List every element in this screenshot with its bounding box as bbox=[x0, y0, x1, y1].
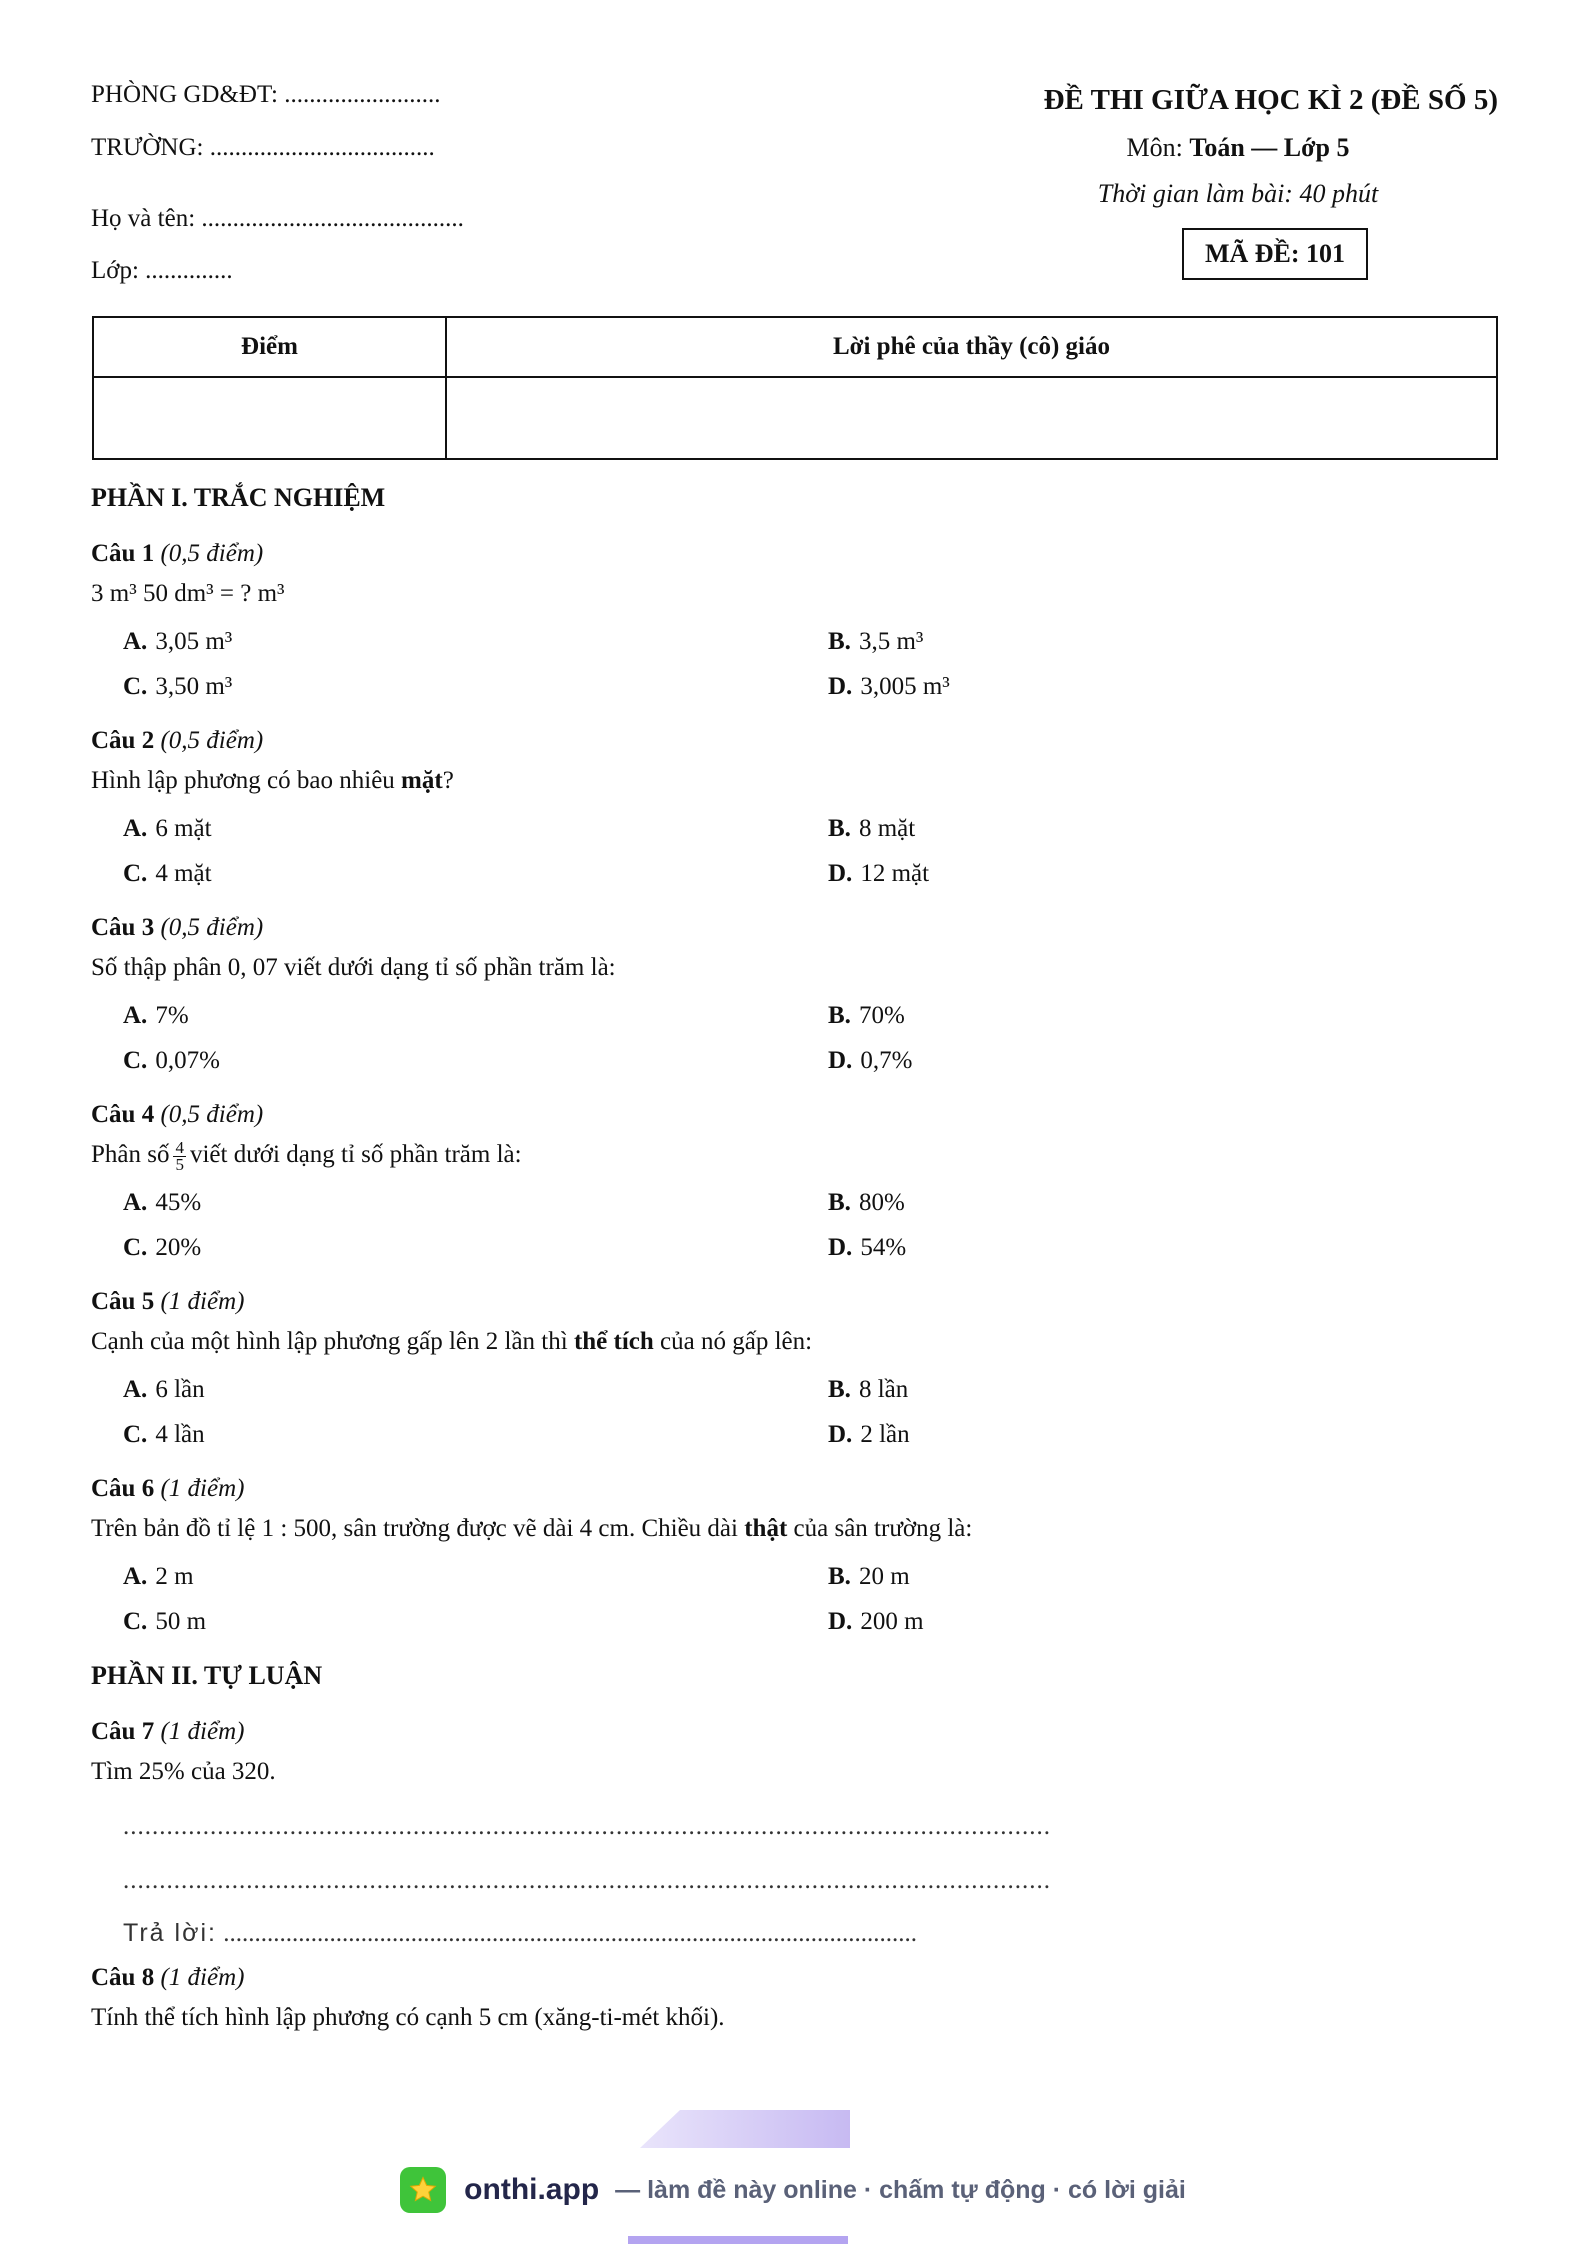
question-points: (0,5 điểm) bbox=[160, 1101, 264, 1128]
option-text: 50 m bbox=[155, 1608, 207, 1635]
option-key: B. bbox=[828, 1189, 851, 1216]
question-head bbox=[91, 1469, 1501, 1509]
question-text bbox=[91, 1135, 1501, 1183]
option-text: 80% bbox=[858, 1189, 905, 1216]
option-a[interactable] bbox=[123, 622, 828, 667]
score-cell[interactable] bbox=[93, 377, 446, 459]
subject-line bbox=[898, 133, 1498, 163]
text-bold: thể tích bbox=[573, 1328, 654, 1355]
question-label: Câu 4 bbox=[91, 1101, 155, 1128]
question-1 bbox=[91, 534, 1501, 712]
option-text: 4 lần bbox=[155, 1421, 205, 1448]
question-points: (1 điểm) bbox=[160, 1964, 245, 1991]
option-b[interactable] bbox=[828, 996, 1533, 1041]
option-key: A. bbox=[123, 628, 148, 655]
question-text: Số thập phân 0, 07 viết dưới dạng tỉ số phần trăm là: bbox=[91, 954, 616, 981]
fraction-numerator: 4 bbox=[175, 1137, 184, 1157]
options bbox=[91, 1183, 1501, 1273]
comment-header: Lời phê của thầy (cô) giáo bbox=[446, 317, 1497, 377]
option-key: C. bbox=[123, 860, 148, 887]
text-part: ? bbox=[442, 767, 454, 794]
question-text bbox=[91, 761, 1501, 809]
answer-label: Trả lời: bbox=[123, 1919, 217, 1947]
question-text bbox=[91, 1322, 1501, 1370]
subject-prefix: Môn: bbox=[1126, 133, 1190, 162]
exam-content bbox=[91, 478, 1501, 2046]
option-c[interactable] bbox=[123, 1041, 828, 1086]
score-table bbox=[92, 316, 1498, 460]
time-limit: Thời gian làm bài: 40 phút bbox=[1097, 179, 1379, 208]
subject: Toán — Lớp 5 bbox=[1189, 133, 1350, 162]
option-text: 54% bbox=[860, 1234, 907, 1261]
question-head bbox=[91, 1095, 1501, 1135]
question-5 bbox=[91, 1282, 1501, 1460]
option-text: 2 lần bbox=[860, 1421, 910, 1448]
option-key: D. bbox=[828, 1047, 853, 1074]
footer-banner[interactable] bbox=[0, 2164, 1586, 2216]
option-b[interactable] bbox=[828, 622, 1533, 667]
option-d[interactable] bbox=[828, 667, 1533, 712]
option-key: B. bbox=[828, 815, 851, 842]
brand-name[interactable]: onthi.app bbox=[464, 2173, 600, 2206]
option-key: A. bbox=[123, 1376, 148, 1403]
option-key: A. bbox=[123, 1563, 148, 1590]
final-answer-line[interactable] bbox=[91, 1908, 1183, 1958]
brand-tagline: — làm đề này online · chấm tự động · có lời giải bbox=[615, 2175, 1186, 2204]
text-part: Cạnh của một hình lập phương gấp lên 2 lần thì bbox=[91, 1328, 574, 1355]
question-head bbox=[91, 1282, 1501, 1322]
question-label: Câu 5 bbox=[91, 1288, 155, 1315]
question-label: Câu 1 bbox=[91, 540, 155, 567]
answer-line-1[interactable]: ................................................................................................................................ bbox=[123, 1813, 1051, 1840]
option-text: 0,07% bbox=[155, 1047, 220, 1074]
option-text: 3,5 m³ bbox=[858, 628, 924, 655]
score-header: Điểm bbox=[93, 317, 446, 377]
comment-cell[interactable] bbox=[446, 377, 1497, 459]
option-key: D. bbox=[828, 1421, 853, 1448]
option-d[interactable] bbox=[828, 1228, 1533, 1273]
option-text: 200 m bbox=[860, 1608, 924, 1635]
option-key: D. bbox=[828, 1608, 853, 1635]
exam-title: ĐỀ THI GIỮA HỌC KÌ 2 (ĐỀ SỐ 5) bbox=[1043, 84, 1498, 116]
answer-line-2[interactable]: ................................................................................................................................ bbox=[123, 1867, 1051, 1894]
option-text: 2 m bbox=[155, 1563, 194, 1590]
answer-dots: ............................................................................................................... bbox=[216, 1920, 917, 1947]
option-d[interactable] bbox=[828, 1041, 1533, 1086]
text-part: của sân trường là: bbox=[787, 1515, 973, 1542]
bottom-decoration bbox=[628, 2236, 848, 2244]
option-c[interactable] bbox=[123, 854, 828, 899]
part2-title: PHẦN II. TỰ LUẬN bbox=[91, 1661, 323, 1690]
option-a[interactable] bbox=[123, 1183, 828, 1228]
option-key: C. bbox=[123, 1047, 148, 1074]
option-text: 20% bbox=[155, 1234, 202, 1261]
option-a[interactable] bbox=[123, 1370, 828, 1415]
banner-decoration bbox=[640, 2110, 850, 2148]
option-text: 6 mặt bbox=[155, 815, 212, 842]
text-part: viết dưới dạng tỉ số phần trăm là: bbox=[189, 1141, 522, 1168]
option-key: B. bbox=[828, 1002, 851, 1029]
text-part: Hình lập phương có bao nhiêu bbox=[91, 767, 402, 794]
question-label: Câu 8 bbox=[91, 1964, 155, 1991]
option-key: D. bbox=[828, 1234, 853, 1261]
option-a[interactable] bbox=[123, 996, 828, 1041]
question-label: Câu 7 bbox=[91, 1718, 155, 1745]
part1-title: PHẦN I. TRẮC NGHIỆM bbox=[91, 483, 386, 512]
options bbox=[91, 996, 1501, 1086]
option-text: 45% bbox=[155, 1189, 202, 1216]
name-line: Họ và tên: .......................................... bbox=[91, 205, 464, 232]
text-bold: thật bbox=[744, 1515, 788, 1542]
question-head bbox=[91, 534, 1501, 574]
option-key: B. bbox=[828, 1563, 851, 1590]
options bbox=[91, 622, 1501, 712]
option-key: D. bbox=[828, 860, 853, 887]
option-a[interactable] bbox=[123, 1557, 828, 1602]
option-text: 4 mặt bbox=[155, 860, 212, 887]
question-head bbox=[91, 1712, 1501, 1752]
option-text: 3,05 m³ bbox=[155, 628, 233, 655]
option-b[interactable] bbox=[828, 1557, 1533, 1602]
option-d[interactable] bbox=[828, 1602, 1533, 1647]
option-c[interactable] bbox=[123, 1602, 828, 1647]
option-text: 20 m bbox=[858, 1563, 910, 1590]
question-head bbox=[91, 721, 1501, 761]
option-a[interactable] bbox=[123, 809, 828, 854]
options bbox=[91, 809, 1501, 899]
options bbox=[91, 1557, 1501, 1647]
question-points: (0,5 điểm) bbox=[160, 540, 264, 567]
question-points: (0,5 điểm) bbox=[160, 727, 264, 754]
option-key: B. bbox=[828, 1376, 851, 1403]
question-text: 3 m³ 50 dm³ = ? m³ bbox=[91, 580, 285, 607]
question-text: Tính thể tích hình lập phương có cạnh 5 cm (xăng-ti-mét khối). bbox=[91, 2004, 725, 2031]
question-4 bbox=[91, 1095, 1501, 1273]
question-head bbox=[91, 908, 1501, 948]
option-key: C. bbox=[123, 1608, 148, 1635]
text-bold: mặt bbox=[401, 767, 443, 794]
text-part: của nó gấp lên: bbox=[653, 1328, 813, 1355]
option-key: A. bbox=[123, 815, 148, 842]
option-b[interactable] bbox=[828, 1370, 1533, 1415]
question-7 bbox=[91, 1712, 1501, 1958]
option-text: 7% bbox=[155, 1002, 189, 1029]
question-label: Câu 3 bbox=[91, 914, 155, 941]
star-icon bbox=[400, 2167, 446, 2213]
class-line: Lớp: .............. bbox=[91, 257, 233, 284]
question-3 bbox=[91, 908, 1501, 1086]
option-key: A. bbox=[123, 1189, 148, 1216]
question-points: (1 điểm) bbox=[160, 1288, 245, 1315]
question-2 bbox=[91, 721, 1501, 899]
question-label: Câu 2 bbox=[91, 727, 155, 754]
question-points: (0,5 điểm) bbox=[160, 914, 264, 941]
question-text bbox=[91, 1509, 1501, 1557]
question-8 bbox=[91, 1958, 1501, 2046]
option-key: D. bbox=[828, 673, 853, 700]
option-key: C. bbox=[123, 1421, 148, 1448]
option-text: 3,005 m³ bbox=[860, 673, 950, 700]
option-text: 70% bbox=[858, 1002, 905, 1029]
option-text: 8 lần bbox=[858, 1376, 909, 1403]
option-key: C. bbox=[123, 1234, 148, 1261]
fraction-denominator: 5 bbox=[175, 1154, 184, 1174]
question-label: Câu 6 bbox=[91, 1475, 155, 1502]
option-d[interactable] bbox=[828, 1415, 1533, 1460]
fraction bbox=[173, 1137, 186, 1174]
question-points: (1 điểm) bbox=[160, 1475, 245, 1502]
question-text: Tìm 25% của 320. bbox=[91, 1758, 276, 1785]
text-part: Trên bản đồ tỉ lệ 1 : 500, sân trường được vẽ dài 4 cm. Chiều dài bbox=[91, 1515, 745, 1542]
option-d[interactable] bbox=[828, 854, 1533, 899]
department-line: PHÒNG GD&ĐT: ......................... bbox=[91, 81, 441, 108]
option-text: 6 lần bbox=[155, 1376, 205, 1403]
text-part: Phân số bbox=[91, 1141, 170, 1168]
option-text: 0,7% bbox=[860, 1047, 913, 1074]
question-6 bbox=[91, 1469, 1501, 1647]
question-points: (1 điểm) bbox=[160, 1718, 245, 1745]
school-line: TRƯỜNG: .................................... bbox=[91, 134, 435, 161]
option-text: 8 mặt bbox=[858, 815, 916, 842]
option-text: 3,50 m³ bbox=[155, 673, 233, 700]
option-key: B. bbox=[828, 628, 851, 655]
option-c[interactable] bbox=[123, 1415, 828, 1460]
question-head bbox=[91, 1958, 1501, 1998]
option-b[interactable] bbox=[828, 809, 1533, 854]
option-c[interactable] bbox=[123, 1228, 828, 1273]
option-key: A. bbox=[123, 1002, 148, 1029]
option-c[interactable] bbox=[123, 667, 828, 712]
option-key: C. bbox=[123, 673, 148, 700]
option-b[interactable] bbox=[828, 1183, 1533, 1228]
exam-code-box: MÃ ĐỀ: 101 bbox=[1182, 228, 1368, 280]
option-text: 12 mặt bbox=[860, 860, 930, 887]
options bbox=[91, 1370, 1501, 1460]
